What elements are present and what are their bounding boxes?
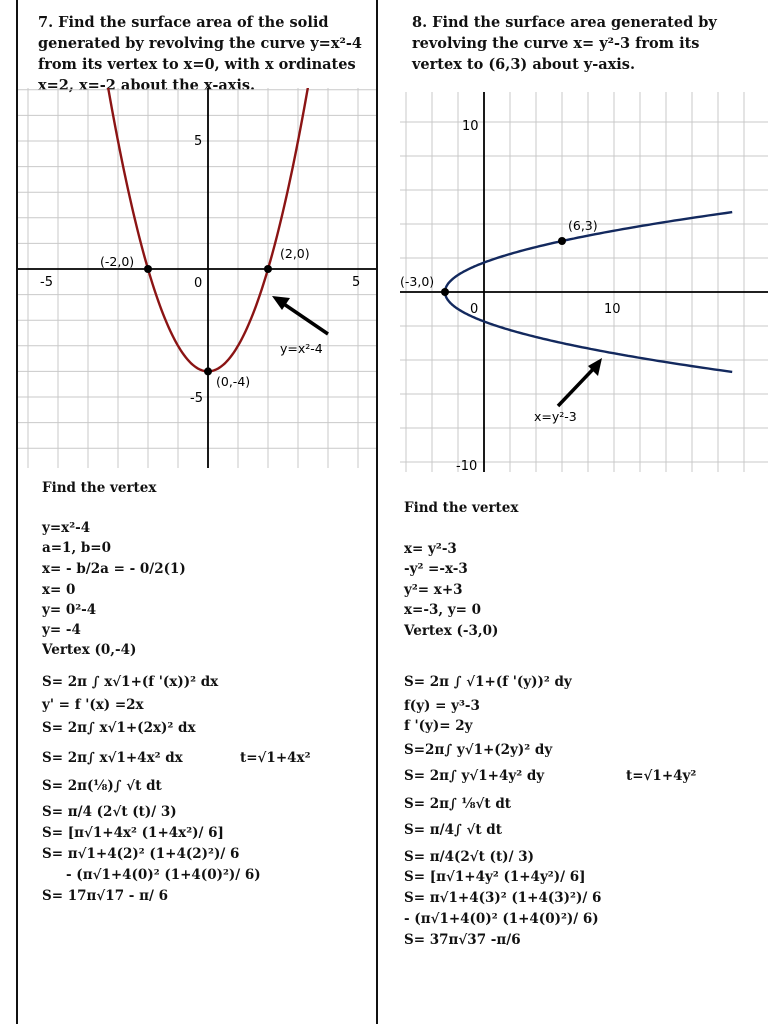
- step: S= 2π∫ x√1+4x² dx: [42, 750, 183, 766]
- point-label-neg3-0: (-3,0): [400, 274, 435, 289]
- point-label-neg2-0: (-2,0): [100, 254, 135, 269]
- point-marker: [204, 367, 212, 375]
- step: y=x²-4: [42, 520, 91, 536]
- point-label-6-3: (6,3): [568, 218, 598, 233]
- step: y²= x+3: [404, 582, 463, 598]
- problem-8-column: [376, 0, 768, 1024]
- graph-sideways-parabola: [400, 92, 768, 472]
- step: S= π/4 (2√t (t)/ 3): [42, 804, 177, 820]
- point-marker: [441, 288, 449, 296]
- step-final-answer: S= 17π√17 - π/ 6: [42, 888, 168, 904]
- step: S= 2π ∫ x√1+(f '(x))² dx: [42, 674, 219, 690]
- step: S=2π∫ y√1+(2y)² dy: [404, 742, 553, 758]
- curve-label: y=x²-4: [280, 341, 323, 356]
- graph-parabola: [18, 88, 376, 468]
- step: S= π√1+4(3)² (1+4(3)²)/ 6: [404, 890, 602, 906]
- step: f '(y)= 2y: [404, 718, 473, 734]
- step: x= 0: [42, 582, 76, 598]
- step: S= π√1+4(2)² (1+4(2)²)/ 6: [42, 846, 240, 862]
- point-marker: [144, 265, 152, 273]
- tick-label-y-pos: 10: [462, 119, 479, 134]
- problem-7-statement: 7. Find the surface area of the solid generated by revolving the curve y=x²-4 from its vertex to x=0, with x ordinates x=2, x=-2 about the x-axis.: [38, 14, 362, 94]
- tick-label-x-zero: 0: [470, 302, 479, 317]
- tick-label-x-zero: 0: [194, 276, 203, 291]
- point-marker: [264, 265, 272, 273]
- step: -y² =-x-3: [404, 561, 468, 577]
- curve-label: x=y²-3: [534, 409, 577, 424]
- point-label-0-neg4: (0,-4): [216, 374, 251, 389]
- step: S= 2π(⅛)∫ √t dt: [42, 778, 162, 794]
- step: S= 2π∫ ⅛√t dt: [404, 796, 512, 812]
- step: S= π/4(2√t (t)/ 3): [404, 849, 534, 865]
- step: S= 2π∫ x√1+(2x)² dx: [42, 720, 196, 736]
- step: y= -4: [42, 622, 81, 638]
- step: S= π/4∫ √t dt: [404, 822, 502, 838]
- step-final-answer: S= 37π√37 -π/6: [404, 932, 521, 948]
- problem-8-statement: 8. Find the surface area generated by revolving the curve x= y²-3 from its vertex to (6,3) about y-axis.: [412, 14, 717, 73]
- step: Vertex (0,-4): [42, 642, 137, 658]
- step: f(y) = y³-3: [404, 698, 480, 714]
- tick-label-y-pos: 5: [194, 134, 203, 149]
- point-label-2-0: (2,0): [280, 246, 310, 261]
- arrow-pointer: [558, 364, 598, 406]
- tick-label-x-neg: -5: [40, 275, 53, 290]
- step: Vertex (-3,0): [404, 623, 499, 639]
- step: y' = f '(x) =2x: [42, 697, 144, 713]
- step: y= 0²-4: [42, 602, 97, 618]
- arrow-pointer: [278, 300, 328, 334]
- step: S= 2π ∫ √1+(f '(y))² dy: [404, 674, 572, 690]
- step: x= - b/2a = - 0/2(1): [42, 561, 186, 577]
- grid: [400, 92, 768, 472]
- step: - (π√1+4(0)² (1+4(0)²)/ 6): [66, 867, 261, 883]
- problem-7-column: [16, 0, 378, 1024]
- step: - (π√1+4(0)² (1+4(0)²)/ 6): [404, 911, 599, 927]
- step: S= [π√1+4y² (1+4y²)/ 6]: [404, 869, 586, 885]
- substitution-note: t=√1+4x²: [240, 750, 311, 766]
- step: a=1, b=0: [42, 540, 111, 556]
- step: S= [π√1+4x² (1+4x²)/ 6]: [42, 825, 224, 841]
- points: [441, 237, 566, 296]
- step: S= 2π∫ y√1+4y² dy: [404, 768, 545, 784]
- axes: [400, 92, 768, 472]
- tick-label-x-pos: 5: [352, 275, 361, 290]
- step: x= y²-3: [404, 541, 457, 557]
- heading-find-vertex: Find the vertex: [42, 480, 157, 496]
- tick-label-y-neg: -5: [190, 391, 203, 406]
- heading-find-vertex: Find the vertex: [404, 500, 519, 516]
- step: x=-3, y= 0: [404, 602, 482, 618]
- tick-label-x-pos: 10: [604, 302, 621, 317]
- point-marker: [558, 237, 566, 245]
- substitution-note: t=√1+4y²: [626, 768, 697, 784]
- tick-label-y-neg: -10: [456, 459, 478, 472]
